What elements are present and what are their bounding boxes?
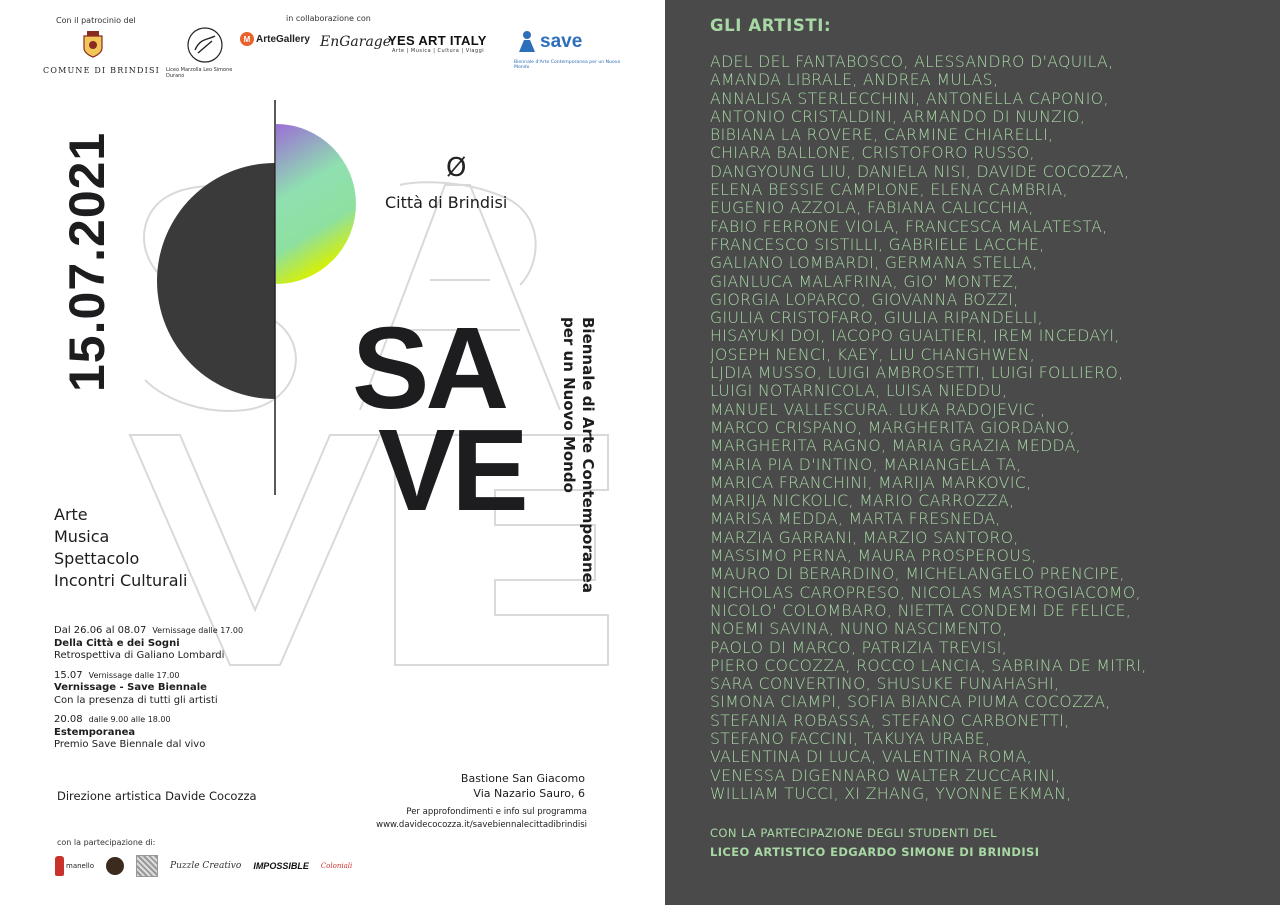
event-date-range: 20.08	[54, 714, 83, 725]
save-logo	[516, 30, 582, 54]
biennale-subtitle	[559, 317, 597, 593]
artist-line: FRANCESCO SISTILLI, GABRIELE LACCHE,	[710, 235, 1045, 254]
artist-line: STEFANO FACCINI, TAKUYA URABE,	[710, 729, 991, 748]
arts-item: Incontri Culturali	[54, 571, 188, 590]
artist-line: PIERO COCOZZA, ROCCO LANCIA, SABRINA DE MITRI,	[710, 656, 1147, 675]
collaborazione-label: in collaborazione con	[286, 14, 371, 23]
artist-line: EUGENIO AZZOLA, FABIANA CALICCHIA,	[710, 199, 1034, 218]
artist-line: VALENTINA DI LUCA, VALENTINA ROMA,	[710, 748, 1033, 767]
partecipazione-label: con la partecipazione di:	[57, 838, 156, 847]
artist-line: LUIGI NOTARNICOLA, LUISA NIEDDU,	[710, 382, 1008, 401]
artist-line: PAOLO DI MARCO, PATRIZIA TREVISI,	[710, 638, 1008, 657]
artist-line: WILLIAM TUCCI, XI ZHANG, YVONNE EKMAN,	[710, 784, 1072, 803]
artgallery-logo-text: ArteGallery	[256, 33, 310, 45]
venue-street: Via Nazario Sauro, 6	[473, 787, 585, 800]
artist-line: ANTONIO CRISTALDINI, ARMANDO DI NUNZIO,	[710, 107, 1086, 126]
artist-line: GALIANO LOMBARDI, GERMANA STELLA,	[710, 254, 1038, 273]
event-note: Vernissage dalle 17.00	[152, 626, 244, 635]
artist-line: ANNALISA STERLECCHINI, ANTONELLA CAPONIO,	[710, 89, 1109, 108]
artist-line: SIMONA CIAMPI, SOFIA BIANCA PIUMA COCOZZA,	[710, 693, 1111, 712]
event-title: Vernissage - Save Biennale	[54, 682, 207, 693]
partner-square-logo-icon	[136, 855, 158, 877]
artist-line: MANUEL VALLESCURA. LUKA RADOJEVIC ,	[710, 400, 1046, 419]
event-item	[54, 670, 243, 708]
save-title-line2: VE	[378, 405, 525, 535]
save-logo-word: save	[540, 31, 583, 52]
info-url: www.davidecocozza.it/savebiennalecittadibrindisi	[376, 820, 587, 830]
artist-line: ELENA BESSIE CAMPLONE, ELENA CAMBRIA,	[710, 181, 1068, 200]
artist-line: MARIJA NICKOLIC, MARIO CARROZZA,	[710, 492, 1015, 511]
artist-line: MARGHERITA RAGNO, MARIA GRAZIA MEDDA,	[710, 437, 1082, 456]
artist-line: DANGYOUNG LIU, DANIELA NISI, DAVIDE COCOZZA,	[710, 162, 1130, 181]
artist-line: ADEL DEL FANTABOSCO, ALESSANDRO D'AQUILA,	[710, 53, 1114, 71]
citta-label: Città di Brindisi	[385, 193, 508, 212]
arts-item: Arte	[54, 505, 88, 524]
artist-line: MARIA PIA D'INTINO, MARIANGELA TA,	[710, 455, 1022, 474]
artist-line: GIULIA CRISTOFARO, GIULIA RIPANDELLI,	[710, 309, 1044, 328]
partner-name: manello	[66, 862, 95, 870]
artist-line: SARA CONVERTINO, SHUSUKE FUNAHASHI,	[710, 675, 1060, 694]
artist-line: AMANDA LIBRALE, ANDREA MULAS,	[710, 71, 999, 90]
event-item	[54, 625, 243, 663]
artist-line: BIBIANA LA ROVERE, CARMINE CHIARELLI,	[710, 126, 1054, 145]
artist-line: MARZIA GARRANI, MARZIO SANTORO,	[710, 528, 1019, 547]
event-title: Estemporanea	[54, 726, 136, 738]
info-label: Per approfondimenti e info sul programma	[406, 807, 587, 817]
venue-address	[461, 771, 585, 801]
empty-set-icon: Ø	[446, 153, 467, 183]
artist-line: MASSIMO PERNA, MAURA PROSPEROUS,	[710, 547, 1037, 566]
artist-line: STEFANIA ROBASSA, STEFANO CARBONETTI,	[710, 711, 1070, 730]
event-date-range: Dal 26.06 al 08.07	[54, 625, 147, 636]
partner-round-logo-icon	[106, 857, 124, 875]
event-item	[54, 714, 243, 752]
partner-coloniali-logo: Coloniali	[320, 862, 353, 870]
arts-item: Musica	[54, 527, 110, 546]
biennale-line2: per un Nuovo Mondo	[560, 317, 578, 493]
artist-line: MARCO CRISPANO, MARGHERITA GIORDANO,	[710, 418, 1075, 437]
artist-line: NICOLO' COLOMBARO, NIETTA CONDEMI DE FELICE,	[710, 601, 1132, 620]
artist-line: HISAYUKI DOI, IACOPO GUALTIERI, IREM INCEDAYI,	[710, 327, 1120, 346]
bottle-icon	[55, 856, 64, 876]
save-figure-icon	[516, 30, 538, 54]
artist-line: VENESSA DIGENNARO WALTER ZUCCARINI,	[710, 766, 1061, 785]
arts-list	[54, 504, 187, 592]
event-desc: Con la presenza di tutti gli artisti	[54, 694, 218, 706]
artgallery-mark-icon: M	[240, 32, 254, 46]
save-title-line1: SA	[352, 303, 506, 433]
artist-line: CHIARA BALLONE, CRISTOFORO RUSSO,	[710, 144, 1035, 163]
patrocinio-label: Con il patrocinio del	[56, 16, 136, 25]
artist-line: FABIO FERRONE VIOLA, FRANCESCA MALATESTA,	[710, 217, 1108, 236]
event-date-range: 15.07	[54, 669, 83, 681]
partner-logos	[55, 855, 352, 877]
liceo-logo-text: Liceo Marzolla Leo Simone Durano	[166, 67, 233, 79]
event-date: 15.07.2021	[59, 131, 115, 392]
save-logo-subtitle: Biennale d'Arte Contemporanea per un Nuovo Mondo	[514, 60, 621, 70]
artist-line: MAURO DI BERARDINO, MICHELANGELO PRENCIPE,	[710, 565, 1125, 584]
comune-crest-icon	[82, 30, 104, 58]
info-block	[376, 806, 587, 832]
yesart-logo: YES ART ITALY	[388, 33, 487, 48]
artists-list	[710, 53, 1270, 803]
artist-line: NOEMI SAVINA, NUNO NASCIMENTO,	[710, 620, 1008, 639]
biennale-line1: Biennale di Arte Contemporanea	[579, 317, 597, 593]
partner-impossible-logo: IMPOSSIBLE	[253, 861, 309, 871]
events-list	[54, 625, 243, 759]
students-line2: LICEO ARTISTICO EDGARDO SIMONE DI BRINDISI	[710, 845, 1040, 859]
comune-name: COMUNE DI BRINDISI	[43, 66, 160, 75]
event-desc: Premio Save Biennale dal vivo	[54, 739, 206, 750]
artgallery-logo	[240, 32, 310, 46]
engarage-logo: EnGarage	[320, 34, 392, 50]
artist-line: MARICA FRANCHINI, MARIJA MARKOVIC,	[710, 473, 1032, 492]
artist-line: JOSEPH NENCI, KAEY, LIU CHANGHWEN,	[710, 345, 1036, 364]
partner-manello-logo	[55, 856, 94, 876]
students-line1: CON LA PARTECIPAZIONE DEGLI STUDENTI DEL	[710, 826, 997, 840]
liceo-logo-icon	[186, 26, 224, 64]
artist-line: GIORGIA LOPARCO, GIOVANNA BOZZI,	[710, 290, 1019, 309]
partner-puzzle-logo: Puzzle Creativo	[170, 860, 242, 871]
event-note: dalle 9.00 alle 18.00	[88, 715, 171, 724]
venue-name: Bastione San Giacomo	[460, 772, 585, 785]
artists-title: GLI ARTISTI:	[710, 16, 832, 35]
direzione-artistica: Direzione artistica Davide Cocozza	[57, 789, 257, 803]
artists-panel	[665, 0, 1280, 905]
yesart-subtitle: Arte | Musica | Cultura | Viaggi	[392, 48, 485, 54]
event-title: Della Città e dei Sogni	[54, 637, 180, 649]
arts-item: Spettacolo	[54, 549, 140, 568]
artist-line: MARISA MEDDA, MARTA FRESNEDA,	[710, 510, 1001, 529]
event-desc: Retrospettiva di Galiano Lombardi	[54, 650, 225, 661]
artist-line: LJDIA MUSSO, LUIGI AMBROSETTI, LUIGI FOLLIERO,	[710, 364, 1124, 383]
artist-line: GIANLUCA MALAFRINA, GIO' MONTEZ,	[710, 272, 1019, 291]
artist-line: NICHOLAS CAROPRESO, NICOLAS MASTROGIACOMO,	[710, 583, 1141, 602]
event-note: Vernissage dalle 17.00	[88, 670, 180, 680]
